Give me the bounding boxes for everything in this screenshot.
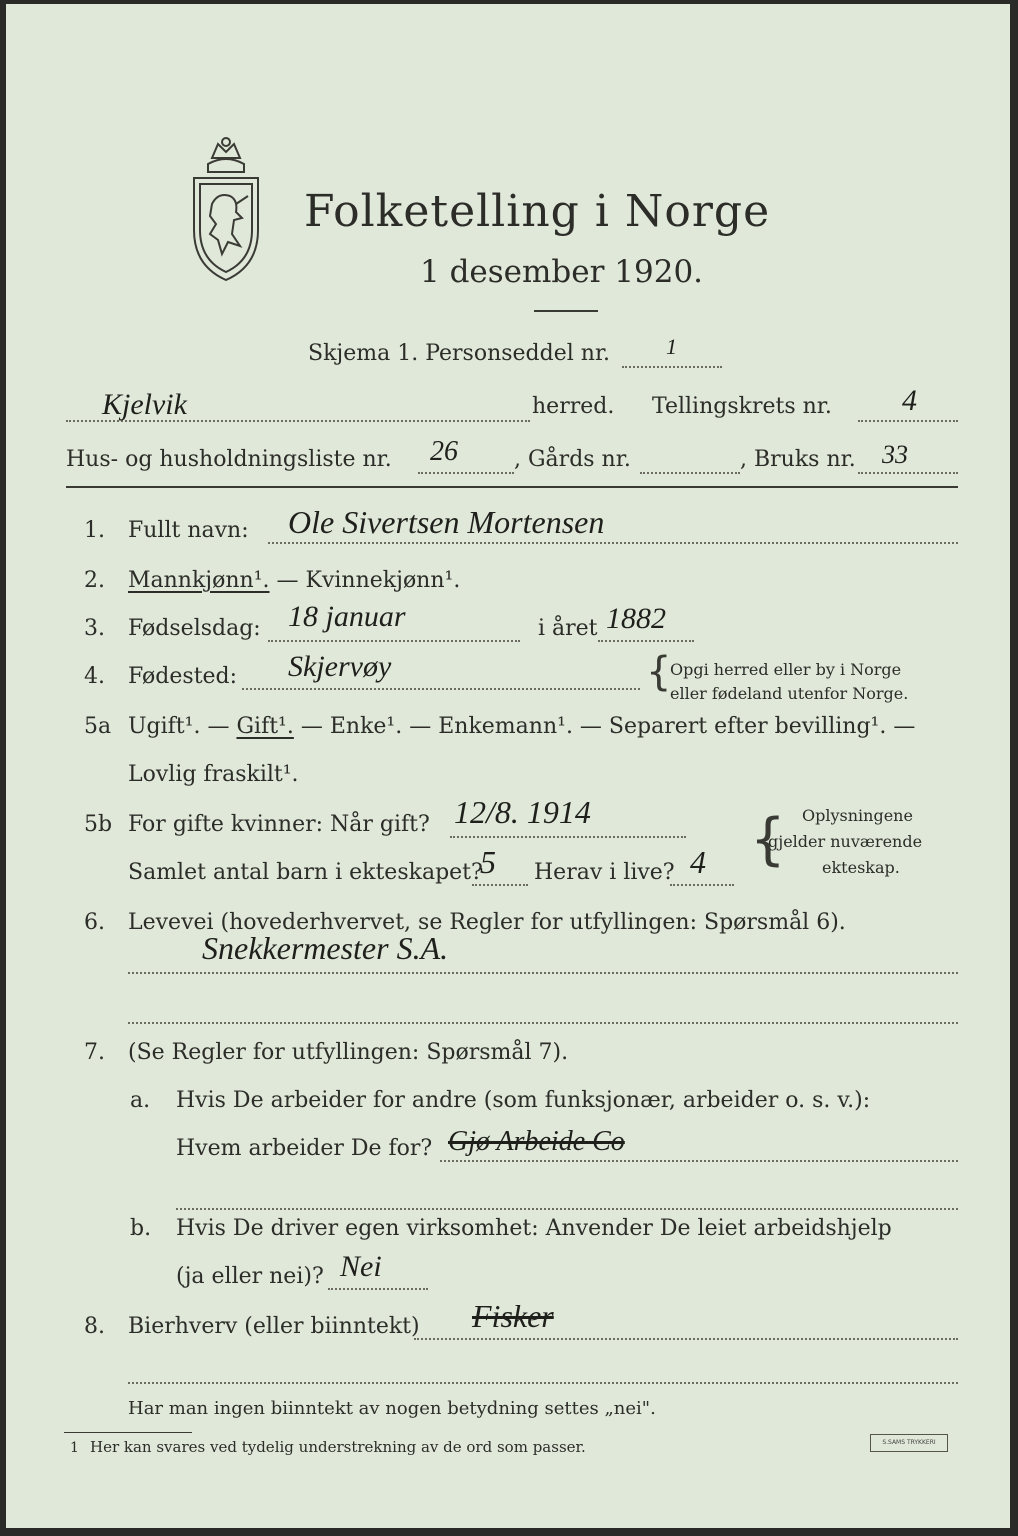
q8-line2: [128, 1382, 958, 1384]
q8-secondary-income-value: Fisker: [472, 1298, 554, 1334]
q2-number: 2.: [84, 568, 105, 593]
q5b-children-value: 5: [480, 844, 496, 880]
q6-label: Levevei (hovederhvervet, se Regler for utfyllingen: Spørsmål 6).: [128, 910, 846, 935]
q1-label: Fullt navn:: [128, 518, 249, 543]
footnote-text: Her kan svares ved tydelig understrekning av de ord som passer.: [90, 1438, 586, 1456]
bruks-line: [858, 472, 958, 474]
q5b-alive-value: 4: [690, 844, 706, 880]
herred-value: Kjelvik: [102, 388, 187, 421]
q5b-note-line2: gjelder nuværende: [768, 832, 923, 851]
q4-line: [242, 688, 640, 690]
q4-birthplace-value: Skjervøy: [288, 650, 392, 683]
q4-note-line1: Opgi herred eller by i Norge: [670, 660, 902, 679]
footnote-rule: [64, 1432, 192, 1433]
schema-number-value: 1: [666, 334, 677, 359]
q5b-alive-line: [670, 884, 734, 886]
census-form-page: [6, 4, 1010, 1528]
q7a-label: Hvis De arbeider for andre (som funksjonær, arbeider o. s. v.):: [176, 1088, 871, 1113]
q5a-other-options: — Enke¹. — Enkemann¹. — Separert efter bevilling¹. —: [293, 714, 916, 739]
q3-number: 3.: [84, 616, 105, 641]
q1-full-name-value: Ole Sivertsen Mortensen: [288, 504, 605, 540]
header-rule: [66, 486, 958, 488]
q7a-employer-value: Gjø Arbeide Co: [448, 1126, 625, 1157]
schema-label: Skjema 1. Personseddel nr.: [308, 341, 611, 366]
q8-label: Bierhverv (eller biinntekt): [128, 1314, 420, 1339]
printer-stamp: S.SAMS TRYKKERI: [870, 1434, 948, 1452]
q2-male-option: Mannkjønn¹.: [128, 568, 270, 593]
tellingskrets-label: Tellingskrets nr.: [652, 394, 832, 419]
q7b-line: [328, 1288, 428, 1290]
bruks-label: , Bruks nr.: [740, 447, 856, 472]
q1-line: [268, 542, 958, 544]
q7-number: 7.: [84, 1040, 105, 1065]
q7b-label: Hvis De driver egen virksomhet: Anvender De leiet arbeidshjelp: [176, 1216, 892, 1241]
q7a-letter: a.: [130, 1088, 151, 1113]
household-list-line: [418, 472, 514, 474]
footer-note: Har man ingen biinntekt av nogen betydning settes „nei".: [128, 1398, 656, 1419]
q5a-number: 5a: [84, 714, 112, 739]
q5b-note-line3: ekteskap.: [822, 858, 900, 877]
q5b-children-line: [472, 884, 528, 886]
q7a-employer-line: [440, 1160, 958, 1162]
q6-number: 6.: [84, 910, 105, 935]
q6-line1: [128, 972, 958, 974]
q5b-married-when-value: 12/8. 1914: [454, 794, 591, 830]
q7-label: (Se Regler for utfyllingen: Spørsmål 7).: [128, 1040, 569, 1065]
tellingskrets-value: 4: [902, 384, 917, 417]
q7b-yesno-label: (ja eller nei)?: [176, 1264, 324, 1289]
q1-number: 1.: [84, 518, 105, 543]
q5a-marital-options: [128, 714, 915, 739]
norwegian-coat-of-arms-icon: [182, 134, 270, 282]
bruks-value: 33: [882, 440, 908, 469]
herred-label: herred.: [532, 394, 615, 419]
q5a-married-option: Gift¹.: [236, 714, 294, 739]
footnote-mark: 1: [70, 1440, 79, 1456]
q4-note-line2: eller fødeland utenfor Norge.: [670, 684, 909, 703]
q5b-number: 5b: [84, 812, 113, 837]
q7a-employer-label: Hvem arbeider De for?: [176, 1136, 433, 1161]
gards-label: , Gårds nr.: [514, 447, 631, 472]
gards-line: [640, 472, 740, 474]
q5a-divorced-option: Lovlig fraskilt¹.: [128, 762, 299, 787]
q5a-unmarried-option: Ugift¹. —: [128, 714, 237, 739]
q4-number: 4.: [84, 664, 105, 689]
schema-number-line: [622, 366, 722, 368]
household-list-label: Hus- og husholdningsliste nr.: [66, 447, 392, 472]
census-date: 1 desember 1920.: [420, 254, 704, 290]
q4-label: Fødested:: [128, 664, 238, 689]
title-divider: [534, 310, 598, 312]
page-title: Folketelling i Norge: [304, 186, 771, 237]
q8-number: 8.: [84, 1314, 105, 1339]
q7b-letter: b.: [130, 1216, 152, 1241]
tellingskrets-line: [858, 420, 958, 422]
q3-day-line: [268, 640, 520, 642]
q3-year-label: i året: [538, 616, 598, 641]
q6-line2: [128, 1022, 958, 1024]
q3-label: Fødselsdag:: [128, 616, 261, 641]
q2-separator: —: [269, 568, 306, 593]
q3-birthday-value: 18 januar: [288, 600, 406, 633]
q5b-brace: {: [750, 807, 786, 872]
q2-gender: [128, 568, 460, 593]
q5b-children-label: Samlet antal barn i ekteskapet?: [128, 860, 483, 885]
q8-line1: [414, 1338, 958, 1340]
q5b-married-when-line: [450, 836, 686, 838]
q5b-alive-label: Herav i live?: [534, 860, 675, 885]
q5b-married-when-label: For gifte kvinner: Når gift?: [128, 812, 430, 837]
q5b-note-line1: Oplysningene: [802, 806, 913, 825]
household-list-value: 26: [430, 436, 458, 467]
q3-year-value: 1882: [606, 602, 666, 635]
q7a-line2: [176, 1208, 958, 1210]
q7b-value: Nei: [340, 1250, 382, 1283]
q3-year-line: [598, 640, 694, 642]
q4-brace: {: [646, 649, 672, 695]
q2-female-option: Kvinnekjønn¹.: [305, 568, 461, 593]
q6-occupation-value: Snekkermester S.A.: [202, 930, 449, 966]
